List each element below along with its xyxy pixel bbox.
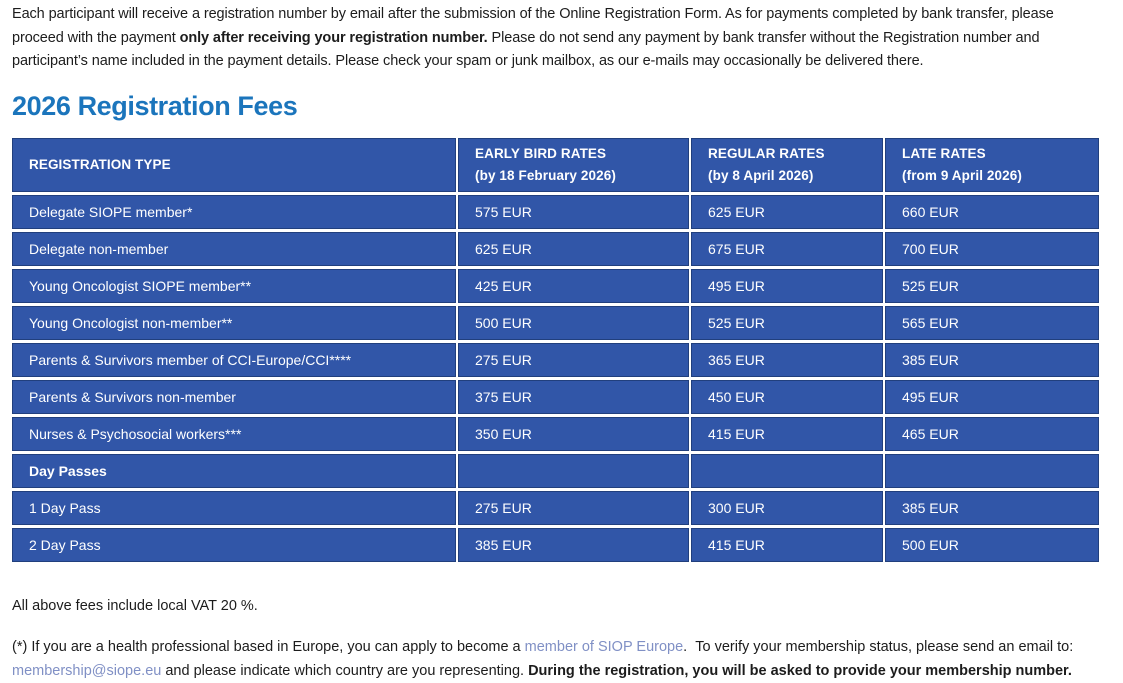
footnote-paragraph — [12, 635, 1107, 683]
late-rate-cell — [885, 454, 1099, 488]
col-header-registration-type — [12, 138, 456, 192]
early-bird-rate-cell: 500 EUR — [458, 306, 689, 340]
col-header-sublabel: (by 8 April 2026) — [708, 168, 814, 183]
table-header-row — [12, 138, 1099, 192]
col-header-late — [885, 138, 1099, 192]
regular-rate-cell — [691, 454, 883, 488]
early-bird-rate-cell — [458, 454, 689, 488]
regular-rate-cell: 625 EUR — [691, 195, 883, 229]
registration-type-cell: 1 Day Pass — [12, 491, 456, 525]
late-rate-cell: 660 EUR — [885, 195, 1099, 229]
late-rate-cell: 525 EUR — [885, 269, 1099, 303]
col-header-label: REGULAR RATES — [708, 146, 825, 161]
intro-paragraph — [12, 3, 1107, 74]
table-row — [12, 269, 1099, 303]
late-rate-cell: 565 EUR — [885, 306, 1099, 340]
regular-rate-cell: 450 EUR — [691, 380, 883, 414]
col-header-regular — [691, 138, 883, 192]
table-row — [12, 417, 1099, 451]
footnote-text-2: . To verify your membership status, please send an email to: — [683, 638, 1074, 655]
early-bird-rate-cell: 350 EUR — [458, 417, 689, 451]
late-rate-cell: 385 EUR — [885, 343, 1099, 377]
registration-type-cell: Young Oncologist non-member** — [12, 306, 456, 340]
table-row — [12, 306, 1099, 340]
siop-membership-link[interactable]: member of SIOP Europe — [524, 638, 684, 655]
col-header-label: EARLY BIRD RATES — [475, 146, 607, 161]
col-header-early-bird — [458, 138, 689, 192]
early-bird-rate-cell: 275 EUR — [458, 491, 689, 525]
registration-type-cell: Young Oncologist SIOPE member** — [12, 269, 456, 303]
table-row — [12, 491, 1099, 525]
col-header-label: LATE RATES — [902, 146, 986, 161]
membership-email-link[interactable]: membership@siope.eu — [12, 662, 162, 679]
early-bird-rate-cell: 425 EUR — [458, 269, 689, 303]
early-bird-rate-cell: 375 EUR — [458, 380, 689, 414]
page-title: 2026 Registration Fees — [12, 90, 298, 121]
registration-type-cell: Parents & Survivors non-member — [12, 380, 456, 414]
col-header-sublabel: (by 18 February 2026) — [475, 168, 616, 183]
registration-type-cell: 2 Day Pass — [12, 528, 456, 562]
regular-rate-cell: 675 EUR — [691, 232, 883, 266]
regular-rate-cell: 300 EUR — [691, 491, 883, 525]
late-rate-cell: 495 EUR — [885, 380, 1099, 414]
footnote-text-1: (*) If you are a health professional based in Europe, you can apply to become a — [12, 638, 525, 655]
table-row — [12, 232, 1099, 266]
registration-type-cell: Nurses & Psychosocial workers*** — [12, 417, 456, 451]
early-bird-rate-cell: 385 EUR — [458, 528, 689, 562]
table-section-row — [12, 454, 1099, 488]
regular-rate-cell: 525 EUR — [691, 306, 883, 340]
late-rate-cell: 700 EUR — [885, 232, 1099, 266]
regular-rate-cell: 365 EUR — [691, 343, 883, 377]
intro-bold-text: only after receiving your registration number. — [179, 29, 488, 46]
late-rate-cell: 465 EUR — [885, 417, 1099, 451]
late-rate-cell: 385 EUR — [885, 491, 1099, 525]
registration-fees-table — [10, 135, 1101, 565]
registration-type-cell: Delegate SIOPE member* — [12, 195, 456, 229]
intro-text-1: Each participant will receive a registration number by email after the submission of the Online Registration Form. As for payments completed by bank transfer, please proceed with the payment — [12, 6, 1054, 46]
intro-text-2: Please do not send any payment by bank transfer without the Registration number and participant’s name included in the payment details. Please check your spam or junk mailbox, as our e-mails may occasionally be delivered there. — [12, 29, 1040, 69]
regular-rate-cell: 415 EUR — [691, 417, 883, 451]
table-row — [12, 380, 1099, 414]
registration-type-cell: Delegate non-member — [12, 232, 456, 266]
early-bird-rate-cell: 575 EUR — [458, 195, 689, 229]
footnote-text-3: and please indicate which country are you representing. — [161, 662, 529, 679]
registration-type-cell: Parents & Survivors member of CCI-Europe/CCI**** — [12, 343, 456, 377]
vat-note: All above fees include local VAT 20 %. — [12, 597, 258, 614]
regular-rate-cell: 495 EUR — [691, 269, 883, 303]
footnote-bold-text: During the registration, you will be asked to provide your membership number. — [528, 662, 1072, 679]
regular-rate-cell: 415 EUR — [691, 528, 883, 562]
table-row — [12, 343, 1099, 377]
table-row — [12, 195, 1099, 229]
table-row — [12, 528, 1099, 562]
col-header-sublabel: (from 9 April 2026) — [902, 168, 1022, 183]
registration-type-cell: Day Passes — [12, 454, 456, 488]
late-rate-cell: 500 EUR — [885, 528, 1099, 562]
early-bird-rate-cell: 625 EUR — [458, 232, 689, 266]
early-bird-rate-cell: 275 EUR — [458, 343, 689, 377]
col-header-label: REGISTRATION TYPE — [29, 157, 171, 172]
